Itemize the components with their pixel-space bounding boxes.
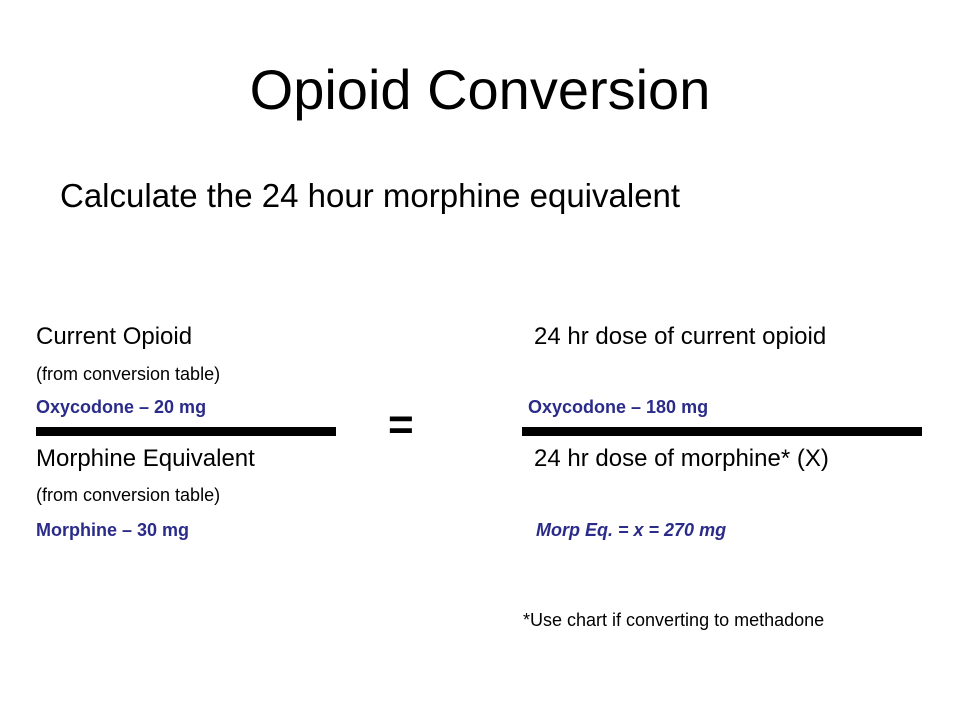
left-denominator-label: Morphine Equivalent bbox=[36, 445, 255, 472]
right-numerator-value: Oxycodone – 180 mg bbox=[528, 397, 709, 417]
page-title: Opioid Conversion bbox=[249, 58, 711, 121]
right-numerator-label: 24 hr dose of current opioid bbox=[534, 323, 827, 350]
left-denominator-source: (from conversion table) bbox=[36, 485, 221, 505]
left-numerator-label: Current Opioid bbox=[36, 323, 193, 350]
left-numerator-source: (from conversion table) bbox=[36, 364, 221, 384]
subtitle: Calculate the 24 hour morphine equivalent bbox=[60, 177, 681, 214]
footnote: *Use chart if converting to methadone bbox=[523, 610, 825, 630]
left-denominator-value: Morphine – 30 mg bbox=[36, 520, 190, 540]
equals-sign: = bbox=[388, 400, 414, 449]
right-denominator-value: Morp Eq. = x = 270 mg bbox=[536, 520, 727, 540]
left-numerator-value: Oxycodone – 20 mg bbox=[36, 397, 207, 417]
left-fraction-bar bbox=[36, 427, 336, 436]
right-denominator-label: 24 hr dose of morphine* (X) bbox=[534, 445, 829, 472]
right-fraction-bar bbox=[522, 427, 922, 436]
